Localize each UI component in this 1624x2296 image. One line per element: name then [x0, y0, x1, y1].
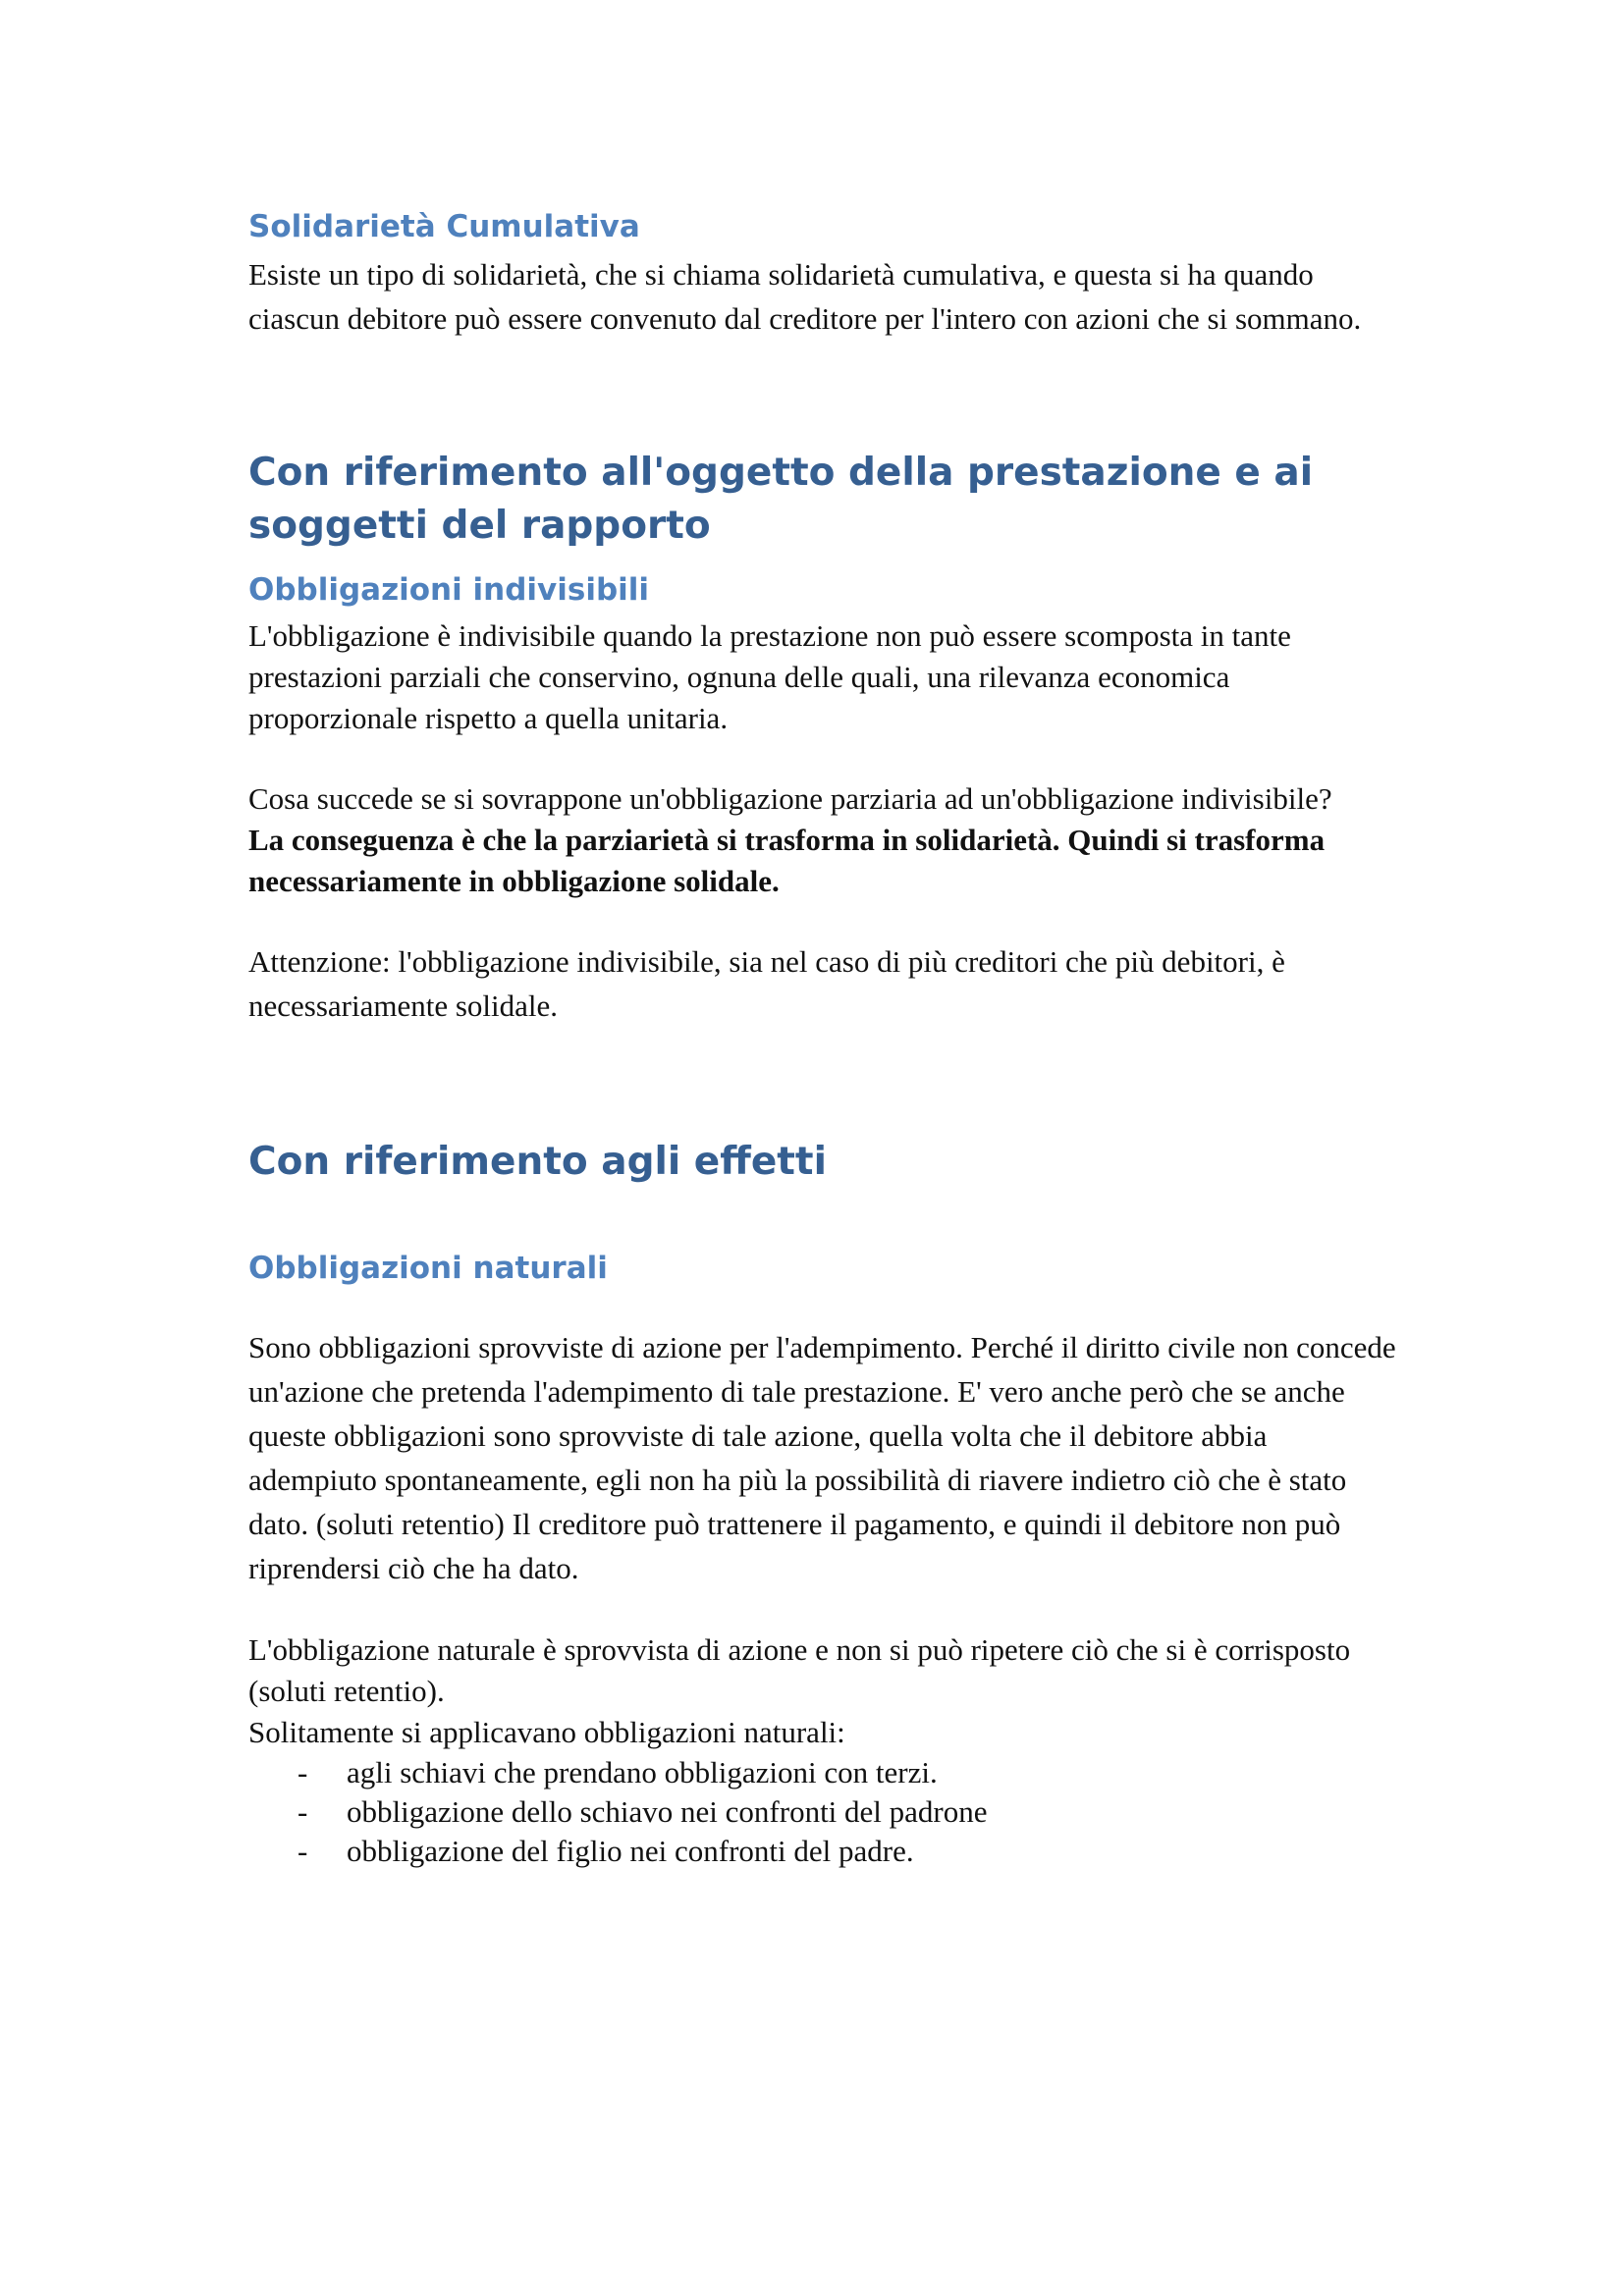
- spacer: [248, 341, 1397, 447]
- list-bullet: -: [298, 1834, 308, 1868]
- paragraph-naturali-azione: L'obbligazione naturale è sprovvista di azione e non si può ripetere ciò che si è corrisposto (soluti retentio).: [248, 1632, 1351, 1708]
- heading-effetti: Con riferimento agli effetti: [248, 1140, 827, 1184]
- spacer: [248, 1189, 1397, 1243]
- paragraph-solidarieta-cumulativa: Esiste un tipo di solidarietà, che si chiama solidarietà cumulativa, e questa si ha quando ciascun debitore può essere convenuto dal creditore per l'intero con azioni che si sommano.: [248, 257, 1362, 336]
- paragraph-indivisibili-conseguenza: La conseguenza è che la parziarietà si trasforma in solidarietà. Quindi si trasforma necessariamente in obbligazione solidale.: [248, 823, 1326, 898]
- paragraph-naturali-intro-lista: Solitamente si applicavano obbligazioni naturali:: [248, 1715, 845, 1749]
- spacer: [248, 1590, 1397, 1629]
- document-body: [248, 201, 1397, 1871]
- spacer: [248, 1294, 1397, 1325]
- paragraph-indivisibili-definizione: L'obbligazione è indivisibile quando la prestazione non può essere scomposta in tante prestazioni parziali che conservino, ognuna delle quali, una rilevanza economica proporzionale rispetto a quella unitaria.: [248, 618, 1291, 735]
- paragraph-indivisibili-attenzione: Attenzione: l'obbligazione indivisibile, sia nel caso di più creditori che più debitori, è necessariamente solidale.: [248, 944, 1285, 1023]
- heading-oggetto-soggetti: Con riferimento all'oggetto della prestazione e ai soggetti del rapporto: [248, 451, 1314, 548]
- heading-obbligazioni-indivisibili: Obbligazioni indivisibili: [248, 572, 650, 608]
- paragraph-indivisibili-domanda: Cosa succede se si sovrappone un'obbligazione parziaria ad un'obbligazione indivisibile?: [248, 781, 1332, 816]
- list-item-text: agli schiavi che prendano obbligazioni con terzi.: [347, 1755, 938, 1789]
- spacer: [248, 1028, 1397, 1136]
- heading-solidarieta-cumulativa: Solidarietà Cumulativa: [248, 209, 640, 244]
- list-item: [248, 1792, 1397, 1832]
- list-bullet: -: [298, 1755, 308, 1789]
- list-obbligazioni-naturali: [248, 1753, 1397, 1871]
- list-item-text: obbligazione del figlio nei confronti del padre.: [347, 1834, 914, 1868]
- list-bullet: -: [298, 1794, 308, 1829]
- list-item: [248, 1832, 1397, 1871]
- spacer: [248, 739, 1397, 778]
- spacer: [248, 902, 1397, 939]
- list-item: [248, 1753, 1397, 1792]
- paragraph-naturali-definizione: Sono obbligazioni sprovviste di azione per l'adempimento. Perché il diritto civile non concede un'azione che pretenda l'adempimento di tale prestazione. E' vero anche però che se anche queste obbligazioni sono sprovviste di tale azione, quella volta che il debitore abbia adempiuto spontaneamente, egli non ha più la possibilità di riavere indietro ciò che è stato dato. (soluti retentio) Il creditore può trattenere il pagamento, e quindi il debitore non può riprendersi ciò che ha dato.: [248, 1330, 1396, 1585]
- list-item-text: obbligazione dello schiavo nei confronti del padrone: [347, 1794, 988, 1829]
- spacer: [248, 553, 1397, 564]
- heading-obbligazioni-naturali: Obbligazioni naturali: [248, 1251, 608, 1286]
